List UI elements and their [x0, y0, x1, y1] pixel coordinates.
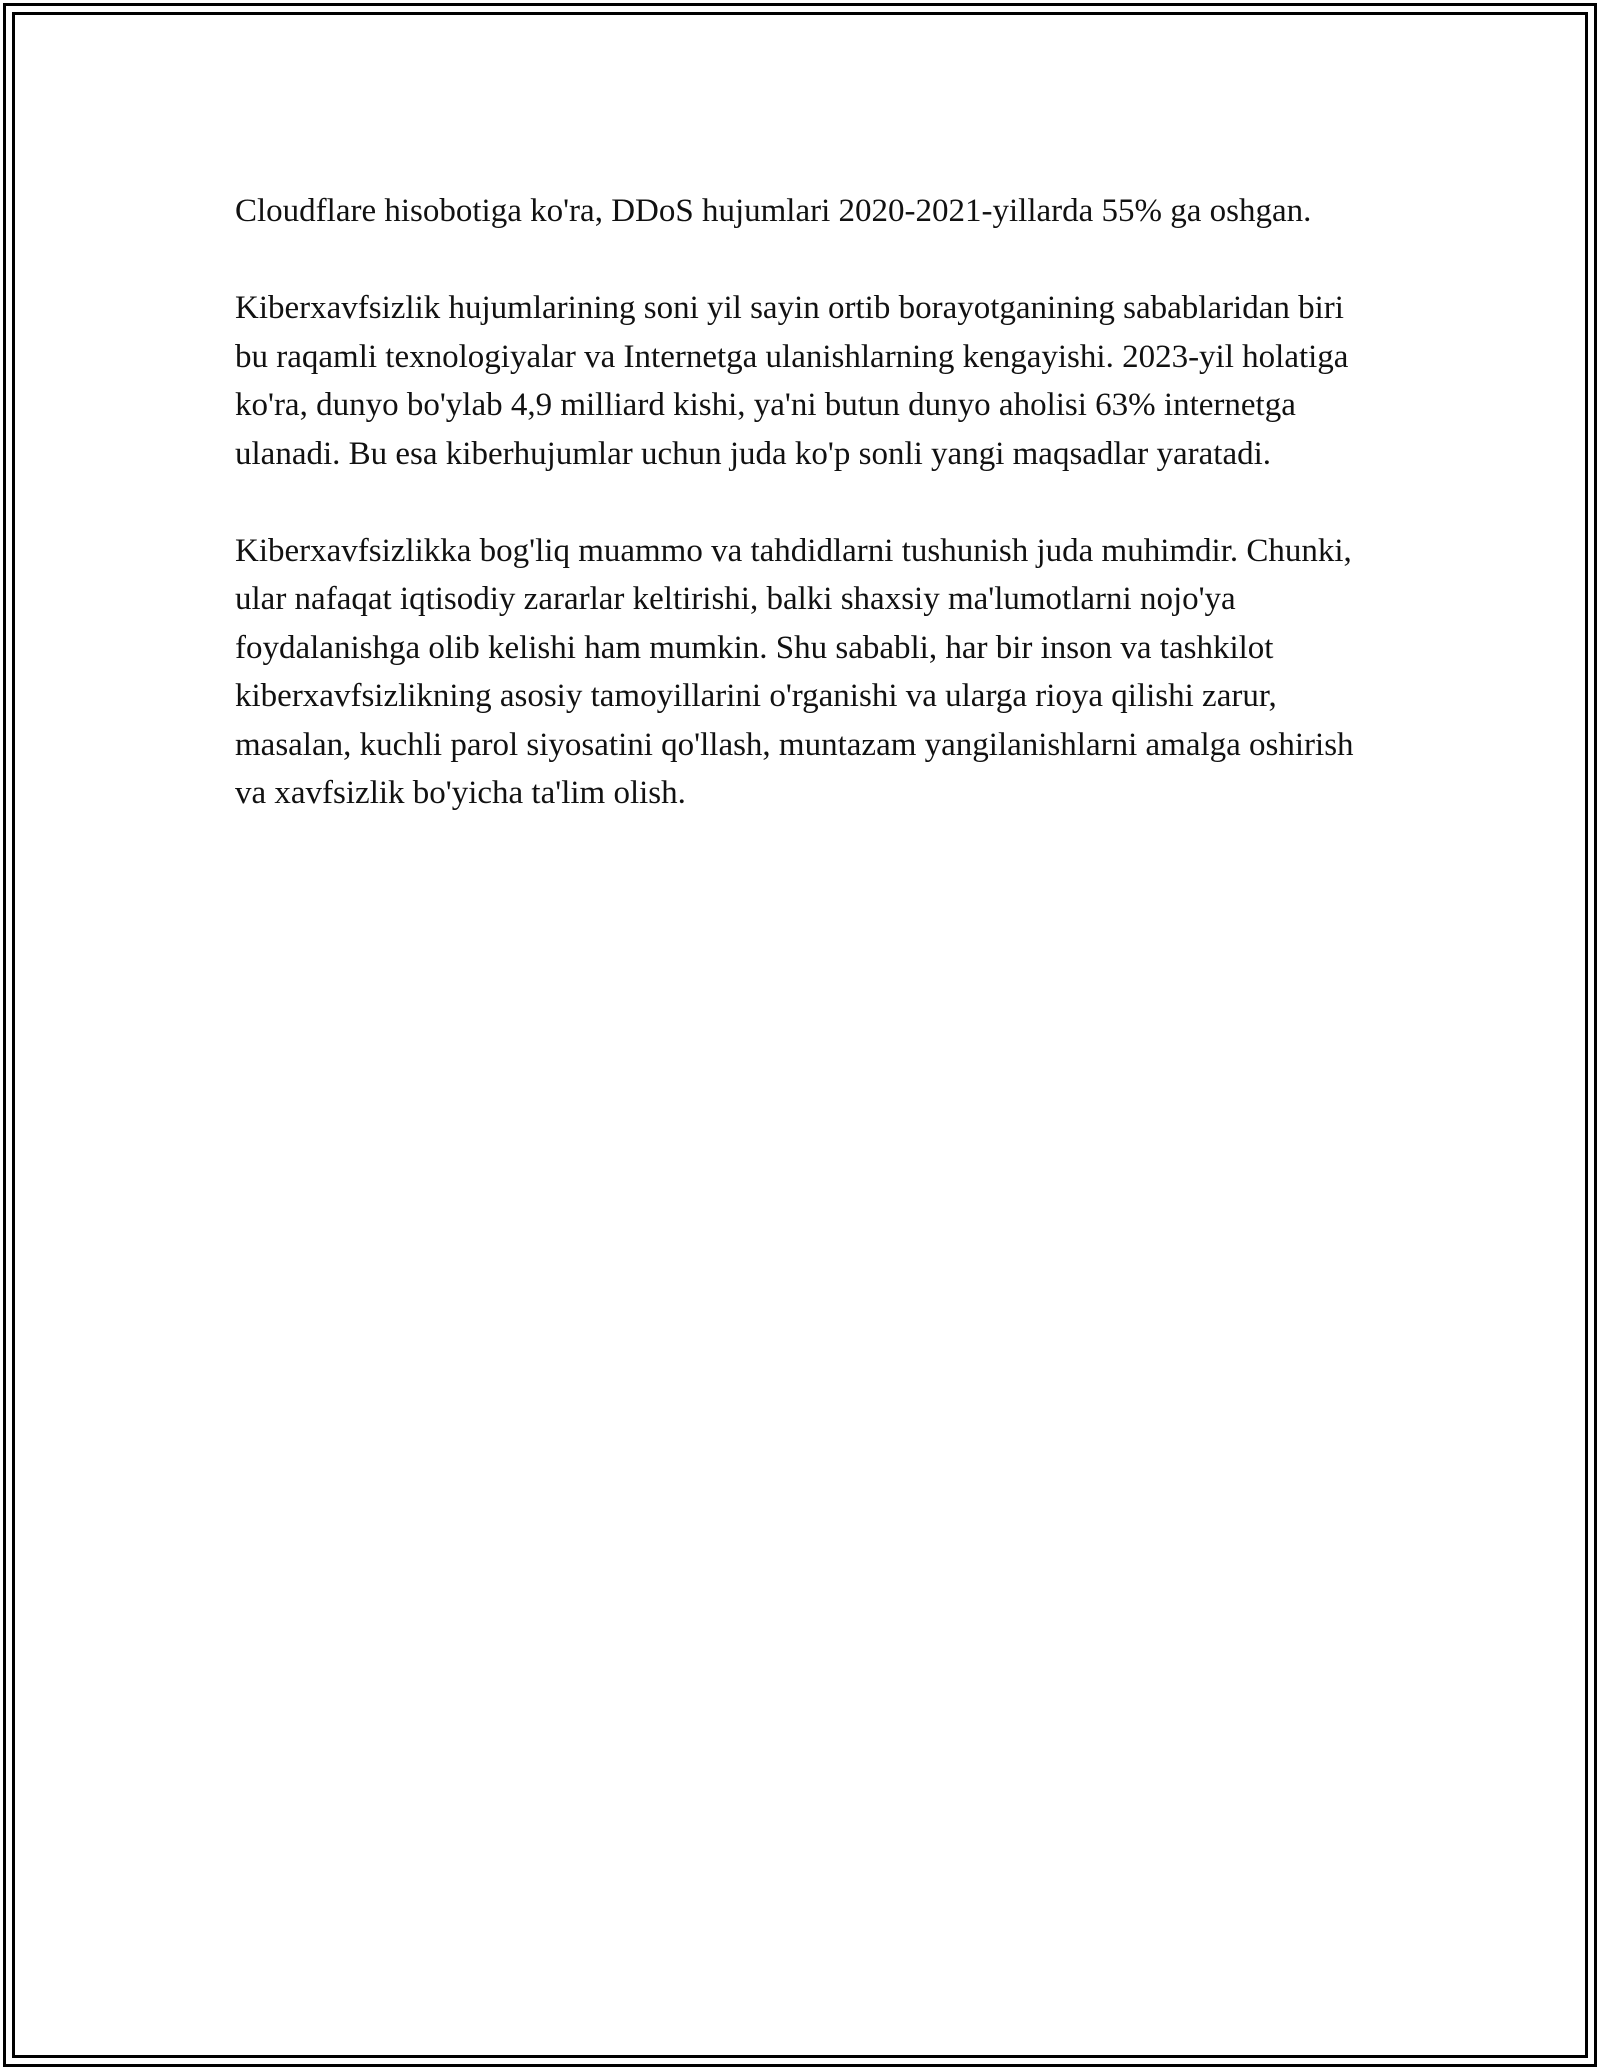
paragraph-ddos-statistic: Cloudflare hisobotiga ko'ra, DDoS hujumlari 2020-2021-yillarda 55% ga oshgan.	[235, 193, 1312, 229]
paragraph-security-importance: Kiberxavfsizlikka bog'liq muammo va tahdidlarni tushunish juda muhimdir. Chunki, ular nafaqat iqtisodiy zararlar keltirishi, balki shaxsiy ma'lumotlarni nojo'ya foydalanishga olib kelishi ham mumkin. Shu sababli, har bir inson va tashkilot kiberxavfsizlikning asosiy tamoyillarini o'rganishi va ularga rioya qilishi zarur, masalan, kuchli parol siyosatini qo'llash, muntazam yangilanishlarni amalga oshirish va xavfsizlik bo'yicha ta'lim olish.	[235, 532, 1354, 811]
document-body	[235, 187, 1375, 818]
paragraph-attack-growth-reasons: Kiberxavfsizlik hujumlarining soni yil sayin ortib borayotganining sabablaridan biri bu raqamli texnologiyalar va Internetga ulanishlarning kengayishi. 2023-yil holatiga ko'ra, dunyo bo'ylab 4,9 milliard kishi, ya'ni butun dunyo aholisi 63% internetga ulanadi. Bu esa kiberhujumlar uchun juda ko'p sonli yangi maqsadlar yaratadi.	[235, 290, 1349, 472]
